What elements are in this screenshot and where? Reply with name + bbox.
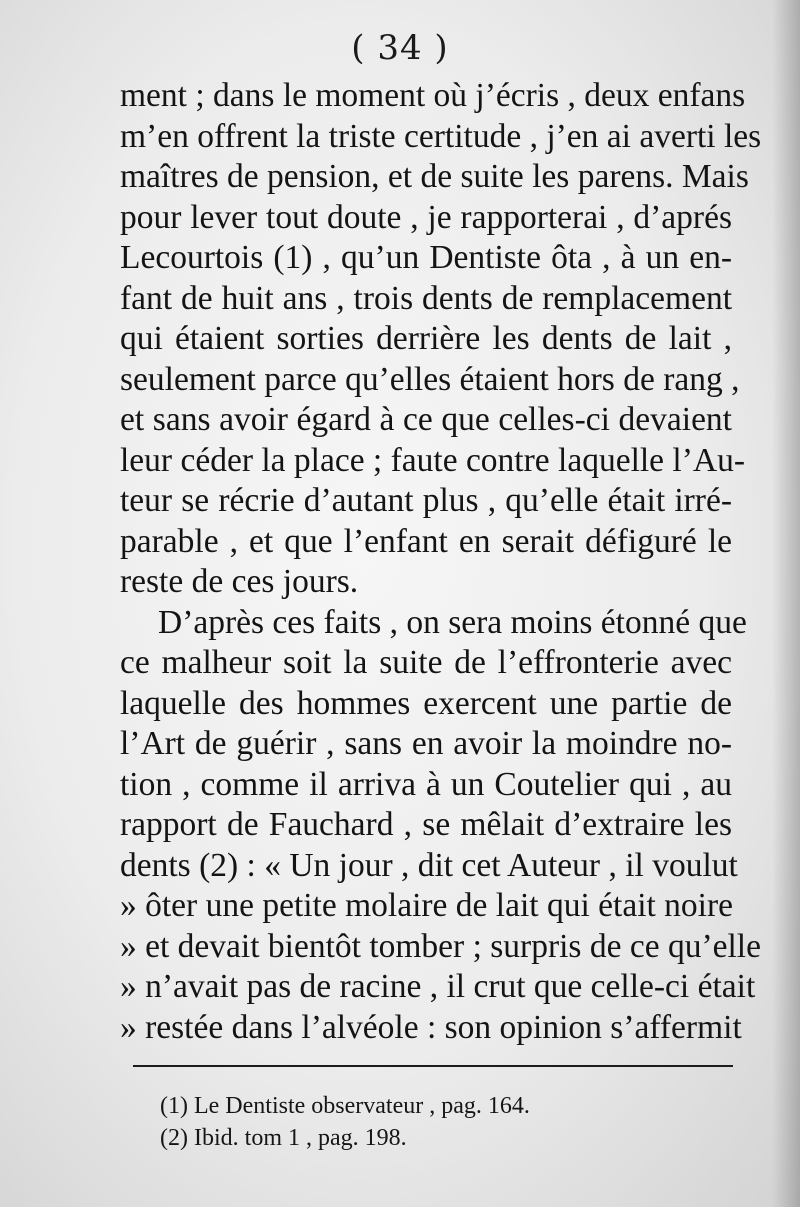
quote-line: » n’avait pas de racine , il crut que celle-ci était (120, 968, 756, 1005)
text-line: tion , comme il arriva à un Coutelier qui , au (120, 765, 732, 803)
text-line: et sans avoir égard à ce que celles-ci devaient (120, 401, 732, 438)
text-line: pour lever tout doute , je rapporterai , d’aprés (120, 198, 732, 236)
quote-line: » restée dans l’alvéole : son opinion s’affermit (120, 1008, 742, 1046)
page-number: ( 34 ) (351, 28, 449, 68)
quote-line: » et devait bientôt tomber ; surpris de ce qu’elle (120, 927, 761, 965)
body-text (120, 76, 762, 1048)
footnote-divider (133, 1065, 733, 1067)
text-line: ce malheur soit la suite de l’effronterie avec (120, 644, 732, 681)
quote-line: » ôter une petite molaire de lait qui était noire (120, 887, 734, 924)
text-line: rapport de Fauchard , se mêlait d’extraire les (120, 806, 732, 843)
footnote: (2) Ibid. tom 1 , pag. 198. (160, 1125, 407, 1151)
text-line: leur céder la place ; faute contre laquelle l’Au- (120, 441, 745, 479)
page-edge-shadow (772, 0, 800, 1207)
footnotes (160, 1090, 680, 1154)
footnote: (1) Le Dentiste observateur , pag. 164. (160, 1093, 530, 1119)
text-line: ment ; dans le moment où j’écris , deux enfans (120, 77, 746, 114)
text-line: qui étaient sorties derrière les dents de lait , (120, 320, 732, 357)
text-line: parable , et que l’enfant en serait défiguré le (120, 522, 732, 560)
text-line: seulement parce qu’elles étaient hors de rang , (120, 360, 740, 398)
text-line: teur se récrie d’autant plus , qu’elle était irré- (120, 482, 732, 519)
text-line: l’Art de guérir , sans en avoir la moindre no- (120, 725, 732, 762)
text-line: reste de ces jours. (120, 563, 359, 600)
text-line: m’en offrent la triste certitude , j’en ai averti les (120, 117, 762, 155)
paragraph-start-line: D’après ces faits , on sera moins étonné que (158, 603, 747, 641)
text-line: dents (2) : « Un jour , dit cet Auteur , il voulut (120, 846, 738, 884)
text-line: fant de huit ans , trois dents de remplacement (120, 279, 732, 317)
text-line: maîtres de pension, et de suite les parens. Mais (120, 158, 749, 195)
text-line: Lecourtois (1) , qu’un Dentiste ôta , à un en- (120, 239, 732, 276)
text-line: laquelle des hommes exercent une partie de (120, 684, 732, 722)
